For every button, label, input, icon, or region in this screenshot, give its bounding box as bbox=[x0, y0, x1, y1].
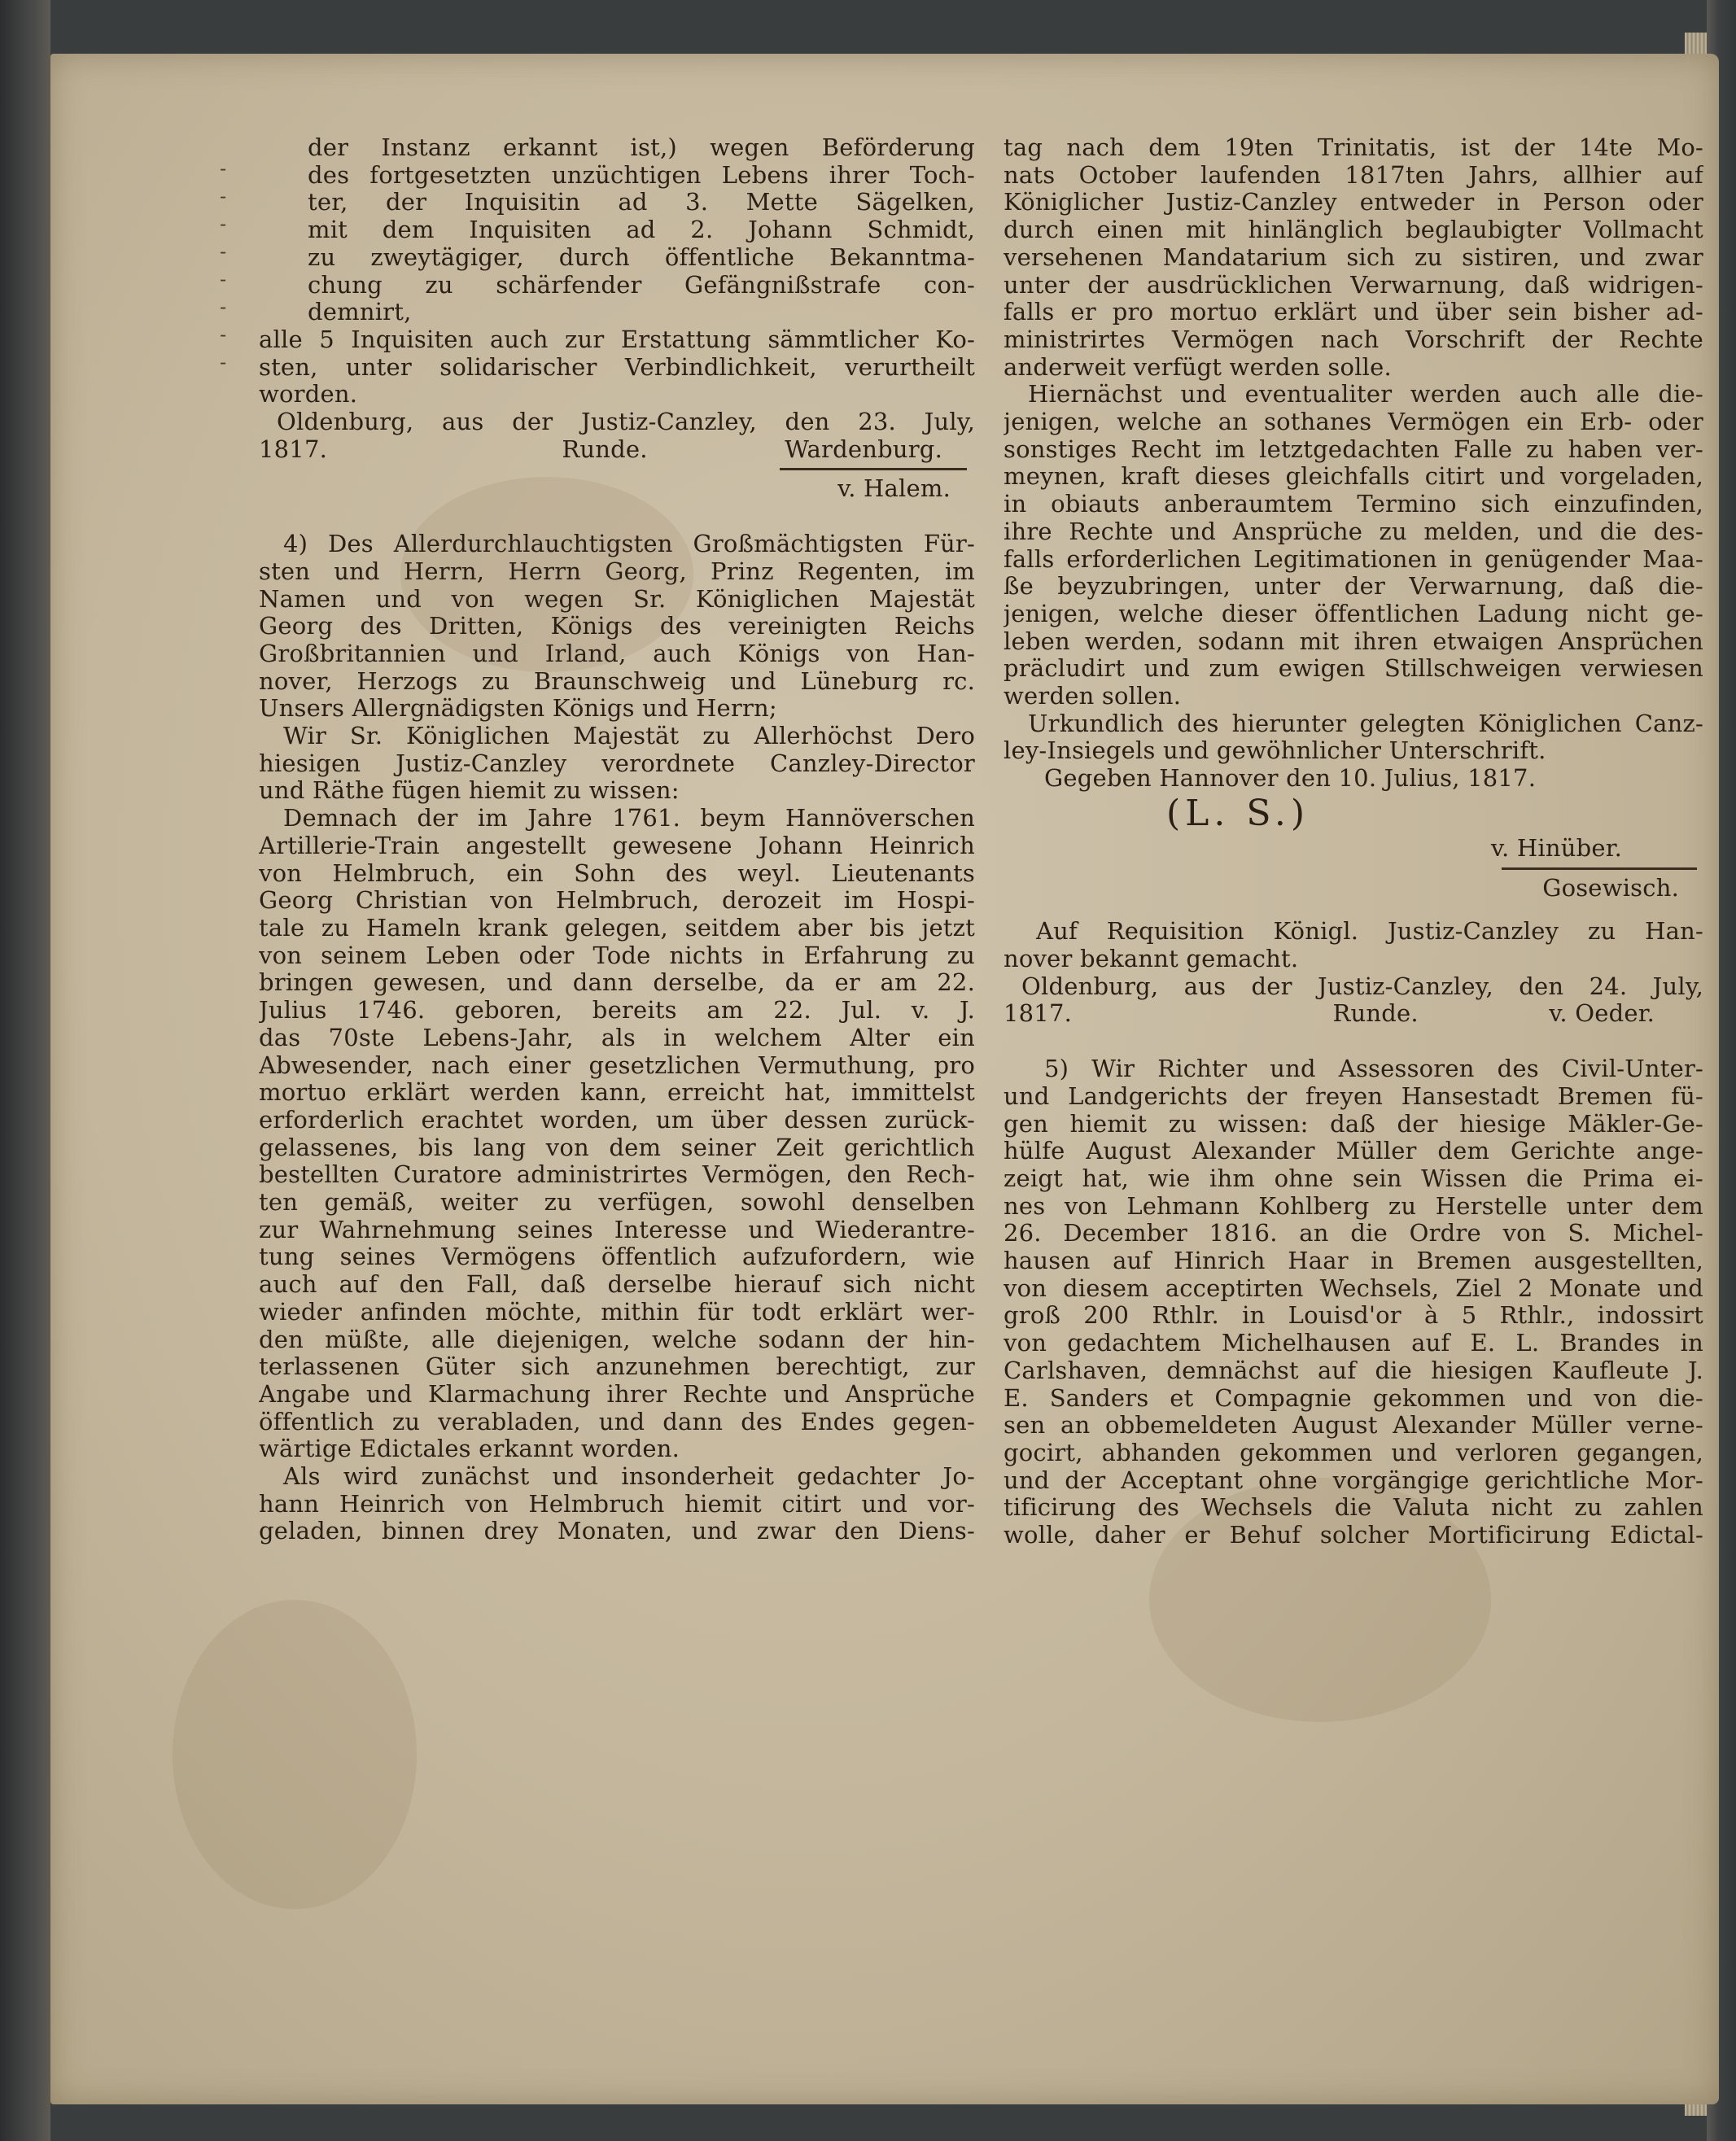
text-line: meynen, kraft dieses gleichfalls citirt und vorgeladen, bbox=[1004, 463, 1703, 491]
section-rule bbox=[780, 468, 967, 470]
text-line: Urkundlich des hierunter gelegten Königlichen Canz- bbox=[1028, 710, 1703, 737]
margin-mark: - bbox=[220, 185, 227, 208]
left-column bbox=[259, 134, 975, 1545]
text-line: anderweit verfügt werden solle. bbox=[1004, 353, 1392, 381]
paragraph-3-continued bbox=[259, 134, 975, 326]
text-line: worden. bbox=[259, 381, 358, 409]
text-line: Großbritannien und Irland, auch Königs von Han- bbox=[259, 640, 975, 667]
text-line: hausen auf Hinrich Haar in Bremen ausgestellten, bbox=[1004, 1247, 1703, 1275]
text-line: falls erforderlichen Legitimationen in genügender Maa- bbox=[1004, 545, 1703, 573]
text-line: gelassenes, bis lang von dem seiner Zeit gerichtlich bbox=[259, 1134, 975, 1161]
right-column bbox=[1004, 134, 1703, 1549]
margin-mark: - bbox=[220, 323, 227, 346]
text-line: durch einen mit hinlänglich beglaubigter Vollmacht bbox=[1004, 216, 1703, 244]
text-line: mit dem Inquisiten ad 2. Johann Schmidt, bbox=[308, 216, 975, 244]
text-line: ministrirtes Vermögen nach Vorschrift der Rechte bbox=[1004, 326, 1703, 353]
text-line: nats October laufenden 1817ten Jahrs, allhier auf bbox=[1004, 161, 1703, 189]
signature-name: v. Halem. bbox=[837, 475, 951, 503]
text-line: Carlshaven, demnächst auf die hiesigen Kaufleute J. bbox=[1004, 1357, 1703, 1384]
text-line: alle 5 Inquisiten auch zur Erstattung sämmtlicher Ko- bbox=[259, 326, 975, 353]
text-line: demnirt, bbox=[308, 299, 412, 326]
text-line: sen an obbemeldeten August Alexander Müller verne- bbox=[1004, 1412, 1703, 1440]
text-line: tag nach dem 19ten Trinitatis, ist der 14te Mo- bbox=[1004, 134, 1703, 161]
margin-mark: - bbox=[220, 212, 227, 235]
text-line: E. Sanders et Compagnie gekommen und von die- bbox=[1004, 1384, 1703, 1412]
text-line: terlassenen Güter sich anzunehmen berechtigt, zur bbox=[259, 1353, 975, 1381]
text-line: leben werden, sodann mit ihren etwaigen Ansprüchen bbox=[1004, 627, 1703, 655]
text-line: tung seines Vermögens öffentlich aufzufordern, wie bbox=[259, 1243, 975, 1271]
text-line: den müßte, alle diejenigen, welche sodann der hin- bbox=[259, 1326, 975, 1353]
text-line: tificirung des Wechsels die Valuta nicht zu zahlen bbox=[1004, 1494, 1703, 1522]
text-line: geladen, binnen drey Monaten, und zwar den Diens- bbox=[259, 1518, 975, 1545]
paragraph-5 bbox=[1004, 1055, 1703, 1549]
margin-marks bbox=[220, 155, 244, 376]
text-line: Artillerie-Train angestellt gewesene Johann Heinrich bbox=[259, 832, 975, 859]
text-line: Abwesender, nach einer gesetzlichen Vermuthung, pro bbox=[259, 1051, 975, 1079]
text-line: falls er pro mortuo erklärt und über sein bisher ad- bbox=[1004, 299, 1703, 326]
text-line: Unsers Allergnädigsten Königs und Herrn; bbox=[259, 695, 777, 723]
text-line: ley-Insiegels und gewöhnlicher Unterschrift. bbox=[1004, 737, 1546, 765]
text-line: sonstiges Recht im letztgedachten Falle zu haben ver- bbox=[1004, 435, 1703, 463]
text-line: auch auf den Fall, daß derselbe hierauf sich nicht bbox=[259, 1271, 975, 1299]
text-line: ter, der Inquisitin ad 3. Mette Sägelken, bbox=[308, 189, 975, 216]
text-line: sten, unter solidarischer Verbindlichkeit, verurtheilt bbox=[259, 353, 975, 381]
text-line: von diesem acceptirten Wechsels, Ziel 2 Monate und bbox=[1004, 1274, 1703, 1302]
text-line: gocirt, abhanden gekommen und verloren gegangen, bbox=[1004, 1439, 1703, 1466]
text-line: Demnach der im Jahre 1761. beym Hannöverschen bbox=[283, 805, 975, 832]
text-line: werden sollen. bbox=[1004, 683, 1182, 710]
text-line: hiesigen Justiz-Canzley verordnete Canzley-Director bbox=[259, 749, 975, 777]
paragraph-4-continued bbox=[1004, 134, 1703, 793]
text-line: zeigt hat, wie ihm ohne sein Wissen die Prima ei- bbox=[1004, 1164, 1703, 1192]
signature-name: Runde. bbox=[1332, 999, 1419, 1028]
text-line: versehenen Mandatarium sich zu sistiren, und zwar bbox=[1004, 243, 1703, 271]
text-line: wieder anfinden möchte, mithin für todt erklärt wer- bbox=[259, 1298, 975, 1326]
paragraph-4 bbox=[259, 531, 975, 1545]
section-rule bbox=[1502, 867, 1697, 870]
text-line: Julius 1746. geboren, bereits am 22. Jul. v. J. bbox=[259, 997, 975, 1025]
text-line: und Räthe fügen hiemit zu wissen: bbox=[259, 777, 680, 805]
text-line: von seinem Leben oder Tode nichts in Erfahrung zu bbox=[259, 942, 975, 969]
text-line: sten und Herrn, Herrn Georg, Prinz Regenten, im bbox=[259, 557, 975, 585]
text-line: groß 200 Rthlr. in Louisd'or à 5 Rthlr., indossirt bbox=[1004, 1302, 1703, 1330]
text-line: jenigen, welche an sothanes Vermögen ein Erb- oder bbox=[1004, 409, 1703, 436]
text-line: Königlicher Justiz-Canzley entweder in Person oder bbox=[1004, 189, 1703, 216]
text-line: ße beyzubringen, unter der Verwarnung, daß die- bbox=[1004, 573, 1703, 601]
text-line: zu zweytägiger, durch öffentliche Bekanntma- bbox=[308, 243, 975, 271]
text-line: Georg Christian von Helmbruch, derozeit im Hospi- bbox=[259, 887, 975, 915]
text-line: Angabe und Klarmachung ihrer Rechte und Ansprüche bbox=[259, 1380, 975, 1408]
text-line: wolle, daher er Behuf solcher Mortificirung Edictal- bbox=[1004, 1522, 1703, 1549]
signature-row bbox=[1004, 1000, 1703, 1028]
text-line: Wir Sr. Königlichen Majestät zu Allerhöchst Dero bbox=[283, 723, 975, 750]
text-line: tale zu Hameln krank gelegen, seitdem aber bis jetzt bbox=[259, 914, 975, 942]
text-line: 5) Wir Richter und Assessoren des Civil-Unter- bbox=[1044, 1055, 1703, 1083]
text-line: präcludirt und zum ewigen Stillschweigen verwiesen bbox=[1004, 655, 1703, 683]
margin-mark: - bbox=[220, 157, 227, 180]
signature-name: Gosewisch. bbox=[1542, 874, 1679, 902]
text-line: hülfe August Alexander Müller dem Gerichte ange- bbox=[1004, 1138, 1703, 1165]
requisition-note bbox=[1004, 918, 1703, 972]
text-line: erforderlich erachtet worden, um über dessen zurück- bbox=[259, 1106, 975, 1134]
book-spine bbox=[0, 0, 50, 2141]
paper-stain bbox=[173, 1600, 417, 1909]
text-line: mortuo erklärt werden kann, erreicht hat, immittelst bbox=[259, 1079, 975, 1107]
text-line: öffentlich zu verabladen, und dann des Endes gegen- bbox=[259, 1408, 975, 1435]
text-line: und Landgerichts der freyen Hansestadt Bremen fü- bbox=[1004, 1082, 1703, 1110]
text-line: das 70ste Lebens-Jahr, als in welchem Alter ein bbox=[259, 1024, 975, 1051]
margin-mark: - bbox=[220, 268, 227, 291]
signature-row bbox=[259, 436, 975, 464]
text-line: zur Wahrnehmung seines Interesse und Wiederantre- bbox=[259, 1216, 975, 1243]
text-line: Hiernächst und eventualiter werden auch alle die- bbox=[1028, 381, 1703, 409]
text-line: nover bekannt gemacht. bbox=[1004, 945, 1299, 972]
text-line: Gegeben Hannover den 10. Julius, 1817. bbox=[1044, 765, 1537, 793]
signature-name: Wardenburg. bbox=[785, 435, 942, 463]
text-line: ten gemäß, weiter zu verfügen, sowohl denselben bbox=[259, 1189, 975, 1217]
text-line: der Instanz erkannt ist,) wegen Beförderung bbox=[308, 134, 975, 161]
text-line: nover, Herzogs zu Braunschweig und Lüneburg rc. bbox=[259, 667, 975, 695]
text-line: 26. December 1816. an die Ordre von S. Michel- bbox=[1004, 1220, 1703, 1247]
text-line: von Helmbruch, ein Sohn des weyl. Lieutenants bbox=[259, 859, 975, 887]
text-line: wärtige Edictales erkannt worden. bbox=[259, 1435, 680, 1463]
margin-mark: - bbox=[220, 240, 227, 263]
text-line: Auf Requisition Königl. Justiz-Canzley zu Han- bbox=[1036, 918, 1703, 946]
paragraph-3-end bbox=[259, 326, 975, 409]
text-line: Als wird zunächst und insonderheit gedachter Jo- bbox=[283, 1463, 975, 1491]
text-line: 4) Des Allerdurchlauchtigsten Großmächtigsten Für- bbox=[283, 531, 975, 558]
text-line: nes von Lehmann Kohlberg zu Herstelle unter dem bbox=[1004, 1192, 1703, 1220]
margin-mark: - bbox=[220, 295, 227, 318]
text-line: Namen und von wegen Sr. Königlichen Majestät bbox=[259, 585, 975, 613]
margin-mark: - bbox=[220, 351, 227, 374]
text-line: hann Heinrich von Helmbruch hiemit citirt und vor- bbox=[259, 1490, 975, 1518]
text-line: in obiauts anberaumtem Termino sich einzufinden, bbox=[1004, 491, 1703, 518]
text-line: des fortgesetzten unzüchtigen Lebens ihrer Toch- bbox=[308, 161, 975, 189]
seal-mark: (L. S.) bbox=[1166, 792, 1310, 834]
place-date-line: Oldenburg, aus der Justiz-Canzley, den 24. July, bbox=[1021, 972, 1703, 1000]
text-line: von gedachtem Michelhausen auf E. L. Brandes in bbox=[1004, 1330, 1703, 1357]
text-line: unter der ausdrücklichen Verwarnung, daß widrigen- bbox=[1004, 271, 1703, 299]
signature-year: 1817. bbox=[1004, 999, 1073, 1028]
signature-year: 1817. bbox=[259, 435, 328, 463]
text-line: chung zu schärfender Gefängnißstrafe con- bbox=[308, 271, 975, 299]
signature-name: v. Hinüber. bbox=[1490, 834, 1622, 862]
text-line: und der Acceptant ohne vorgängige gerichtliche Mor- bbox=[1004, 1466, 1703, 1494]
text-line: bestellten Curatore administrirtes Vermögen, den Rech- bbox=[259, 1161, 975, 1189]
signature-name: Runde. bbox=[562, 435, 648, 463]
text-line: bringen gewesen, und dann derselbe, da er am 22. bbox=[259, 969, 975, 997]
text-line: ihre Rechte und Ansprüche zu melden, und die des- bbox=[1004, 518, 1703, 545]
signature-name: v. Oeder. bbox=[1549, 999, 1655, 1028]
text-line: gen hiemit zu wissen: daß der hiesige Mäkler-Ge- bbox=[1004, 1110, 1703, 1138]
text-line: Georg des Dritten, Königs des vereinigten Reichs bbox=[259, 613, 975, 640]
place-date-line: Oldenburg, aus der Justiz-Canzley, den 23. July, bbox=[277, 409, 975, 436]
text-line: jenigen, welche dieser öffentlichen Ladung nicht ge- bbox=[1004, 600, 1703, 627]
